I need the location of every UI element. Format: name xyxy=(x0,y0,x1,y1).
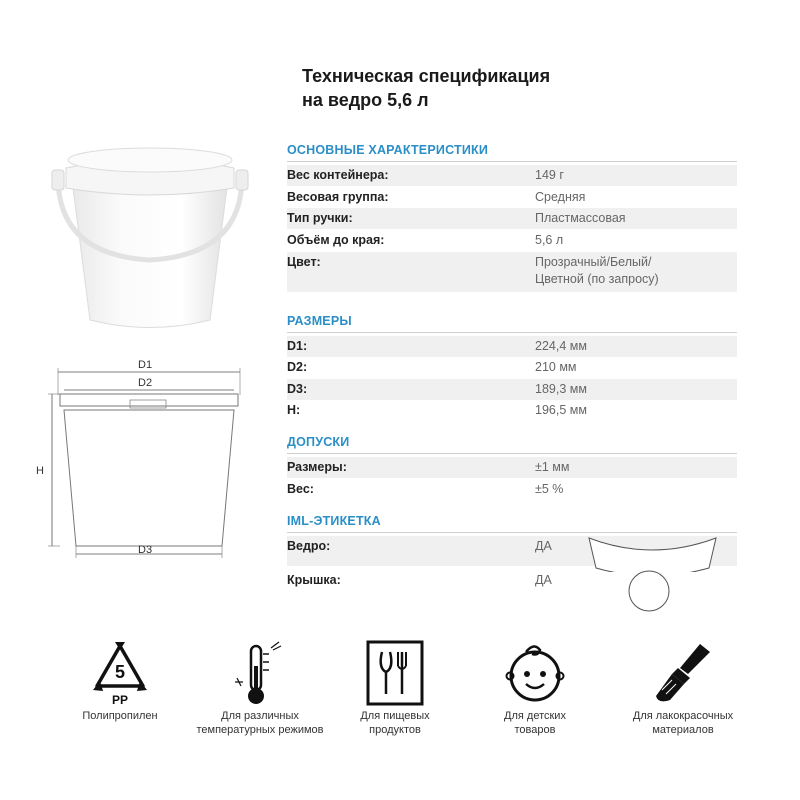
spec-label: Крышка: xyxy=(287,573,341,587)
spec-value xyxy=(535,254,659,288)
section-tolerances-title: ДОПУСКИ xyxy=(287,435,350,449)
caption-line: Для пищевых xyxy=(360,710,430,722)
baby-icon xyxy=(500,638,570,708)
spec-row xyxy=(287,187,737,208)
spec-value: 196,5 мм xyxy=(535,403,587,417)
spec-label: Размеры: xyxy=(287,460,347,474)
spec-row xyxy=(287,252,737,292)
icon-caption xyxy=(608,709,758,737)
spec-label: Вес контейнера: xyxy=(287,168,389,182)
spec-row xyxy=(287,208,737,229)
caption-line: Для детских xyxy=(504,710,566,722)
spec-value: ±5 % xyxy=(535,482,564,496)
title-line-2: на ведро 5,6 л xyxy=(302,90,429,110)
icon-caption xyxy=(320,709,470,737)
recycle-code: PP xyxy=(111,693,129,707)
spec-value: Пластмассовая xyxy=(535,211,626,225)
d2-label: D2 xyxy=(138,377,153,389)
spec-value: 189,3 мм xyxy=(535,382,587,396)
spec-label: Цвет: xyxy=(287,255,321,269)
spec-value: Средняя xyxy=(535,190,586,204)
spec-row xyxy=(287,230,737,251)
spec-label: D3: xyxy=(287,382,308,396)
spec-row xyxy=(287,165,737,186)
spec-label: Вес: xyxy=(287,482,314,496)
recycle-pp-icon xyxy=(85,638,155,708)
paintbrush-icon xyxy=(648,638,718,708)
spec-row xyxy=(287,379,737,400)
spec-label: Весовая группа: xyxy=(287,190,389,204)
h-label: H xyxy=(36,465,44,477)
spec-value: 5,6 л xyxy=(535,233,564,247)
spec-label: D2: xyxy=(287,360,308,374)
caption-line: продуктов xyxy=(369,724,421,736)
page-title xyxy=(302,64,762,112)
divider xyxy=(287,161,737,162)
spec-value: ДА xyxy=(535,573,552,587)
caption-line: Для различных xyxy=(221,710,299,722)
spec-value-line: Цветной (по запросу) xyxy=(535,272,659,286)
caption-line: Для лакокрасочных xyxy=(632,710,734,722)
icon-caption xyxy=(460,709,610,737)
food-icon xyxy=(360,638,430,708)
thermometer-icon xyxy=(225,638,295,708)
spec-row xyxy=(287,457,737,478)
spec-value-line: Прозрачный/Белый/ xyxy=(535,255,652,269)
spec-label: Объём до края: xyxy=(287,233,385,247)
spec-label: Ведро: xyxy=(287,539,331,553)
iml-lid-circle-icon xyxy=(626,568,672,614)
d1-label: D1 xyxy=(138,359,153,371)
spec-row xyxy=(287,479,737,500)
iml-label-shape-icon xyxy=(585,532,720,572)
caption-line: Полипропилен xyxy=(82,710,158,722)
caption-line: материалов xyxy=(652,724,714,736)
spec-value: ±1 мм xyxy=(535,460,570,474)
icon-caption xyxy=(45,709,195,723)
section-main-title: ОСНОВНЫЕ ХАРАКТЕРИСТИКИ xyxy=(287,143,489,157)
spec-value: 224,4 мм xyxy=(535,339,587,353)
spec-label: Тип ручки: xyxy=(287,211,353,225)
spec-label: H: xyxy=(287,403,301,417)
section-sizes-title: РАЗМЕРЫ xyxy=(287,314,352,328)
spec-value: 210 мм xyxy=(535,360,577,374)
spec-label: D1: xyxy=(287,339,308,353)
section-iml-title: IML-ЭТИКЕТКА xyxy=(287,514,381,528)
bucket-image xyxy=(50,130,250,340)
spec-value: 149 г xyxy=(535,168,564,182)
spec-row xyxy=(287,336,737,357)
title-line-1: Техническая спецификация xyxy=(302,66,551,86)
spec-row xyxy=(287,400,737,421)
caption-line: товаров xyxy=(514,724,556,736)
bucket-drawing xyxy=(30,350,260,575)
divider xyxy=(287,332,737,333)
icon-caption xyxy=(185,709,335,737)
d3-label: D3 xyxy=(138,544,153,556)
spec-row xyxy=(287,357,737,378)
caption-line: температурных режимов xyxy=(196,724,324,736)
recycle-number: 5 xyxy=(114,662,126,682)
divider xyxy=(287,453,737,454)
spec-value: ДА xyxy=(535,539,552,553)
